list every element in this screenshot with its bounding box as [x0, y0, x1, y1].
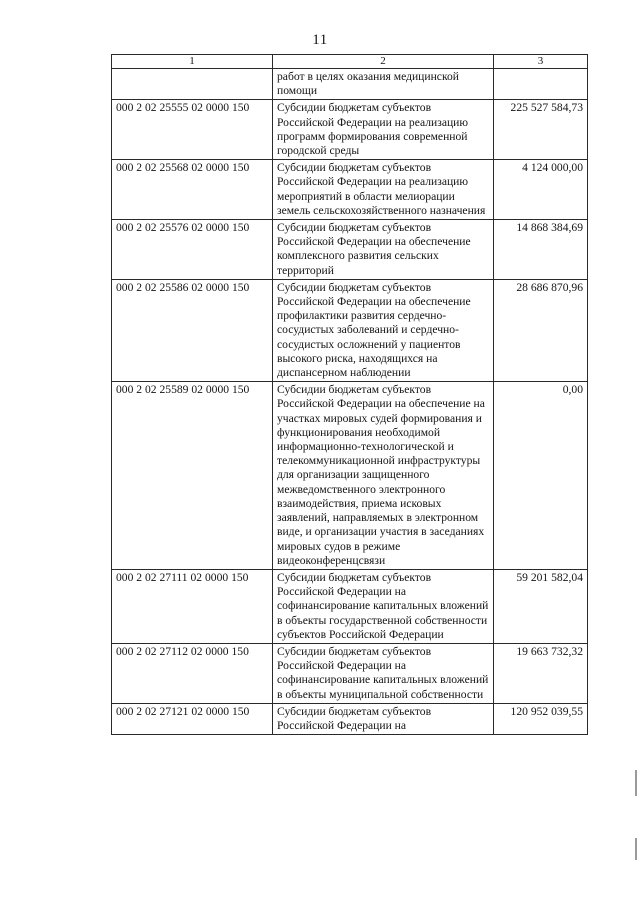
- table-row: [112, 100, 588, 160]
- scan-edge-mark: [635, 838, 637, 860]
- revenue-description: Субсидии бюджетам субъектов Российской Федерации на софинансирование капитальных вложений в объекты государственной собственности субъектов Российской Федерации: [273, 569, 494, 643]
- table-row: [112, 569, 588, 643]
- table-row: [112, 160, 588, 220]
- budget-code: 000 2 02 25576 02 0000 150: [112, 220, 273, 280]
- budget-code: 000 2 02 27121 02 0000 150: [112, 703, 273, 734]
- table-row: [112, 69, 588, 100]
- amount-value: 59 201 582,04: [494, 569, 588, 643]
- budget-code: 000 2 02 25589 02 0000 150: [112, 382, 273, 570]
- column-header-2: 2: [273, 55, 494, 69]
- amount-value: 19 663 732,32: [494, 643, 588, 703]
- table-row: [112, 703, 588, 734]
- revenue-description: Субсидии бюджетам субъектов Российской Федерации на реализацию программ формирования современной городской среды: [273, 100, 494, 160]
- revenue-description: Субсидии бюджетам субъектов Российской Федерации на обеспечение комплексного развития сельских территорий: [273, 220, 494, 280]
- budget-code: 000 2 02 27111 02 0000 150: [112, 569, 273, 643]
- table-row: [112, 382, 588, 570]
- revenue-description: Субсидии бюджетам субъектов Российской Федерации на обеспечение на участках мировых судей формирования и функционирования необходимой информационно-технологической и телекоммуникационной инфраструктуры для организации защищенного межведомственного электронного взаимодействия, приема исковых заявлений, направляемых в электронном виде, и организации участия в заседаниях мировых судов в режиме видеоконференцсвязи: [273, 382, 494, 570]
- table-row: [112, 220, 588, 280]
- column-header-3: 3: [494, 55, 588, 69]
- amount-value: 120 952 039,55: [494, 703, 588, 734]
- amount-value: [494, 69, 588, 100]
- revenue-description: Субсидии бюджетам субъектов Российской Федерации на: [273, 703, 494, 734]
- scan-edge-mark: [635, 770, 637, 796]
- budget-code: 000 2 02 27112 02 0000 150: [112, 643, 273, 703]
- amount-value: 225 527 584,73: [494, 100, 588, 160]
- amount-value: 28 686 870,96: [494, 279, 588, 381]
- revenue-description: Субсидии бюджетам субъектов Российской Федерации на софинансирование капитальных вложений в объекты муниципальной собственности: [273, 643, 494, 703]
- revenue-description: Субсидии бюджетам субъектов Российской Федерации на реализацию мероприятий в области мелиорации земель сельскохозяйственного назначения: [273, 160, 494, 220]
- budget-code: 000 2 02 25568 02 0000 150: [112, 160, 273, 220]
- table-row: [112, 643, 588, 703]
- table-row: [112, 279, 588, 381]
- column-header-1: 1: [112, 55, 273, 69]
- revenue-description: работ в целях оказания медицинской помощи: [273, 69, 494, 100]
- budget-revenue-table: [111, 54, 588, 735]
- amount-value: 4 124 000,00: [494, 160, 588, 220]
- budget-code: 000 2 02 25555 02 0000 150: [112, 100, 273, 160]
- page-number: 11: [312, 32, 328, 48]
- budget-code: 000 2 02 25586 02 0000 150: [112, 279, 273, 381]
- budget-code: [112, 69, 273, 100]
- revenue-description: Субсидии бюджетам субъектов Российской Федерации на обеспечение профилактики развития сердечно-сосудистых заболеваний и сердечно-сосудистых осложнений у пациентов высокого риска, находящихся на диспансерном наблюдении: [273, 279, 494, 381]
- amount-value: 14 868 384,69: [494, 220, 588, 280]
- amount-value: 0,00: [494, 382, 588, 570]
- table-header-row: [112, 55, 588, 69]
